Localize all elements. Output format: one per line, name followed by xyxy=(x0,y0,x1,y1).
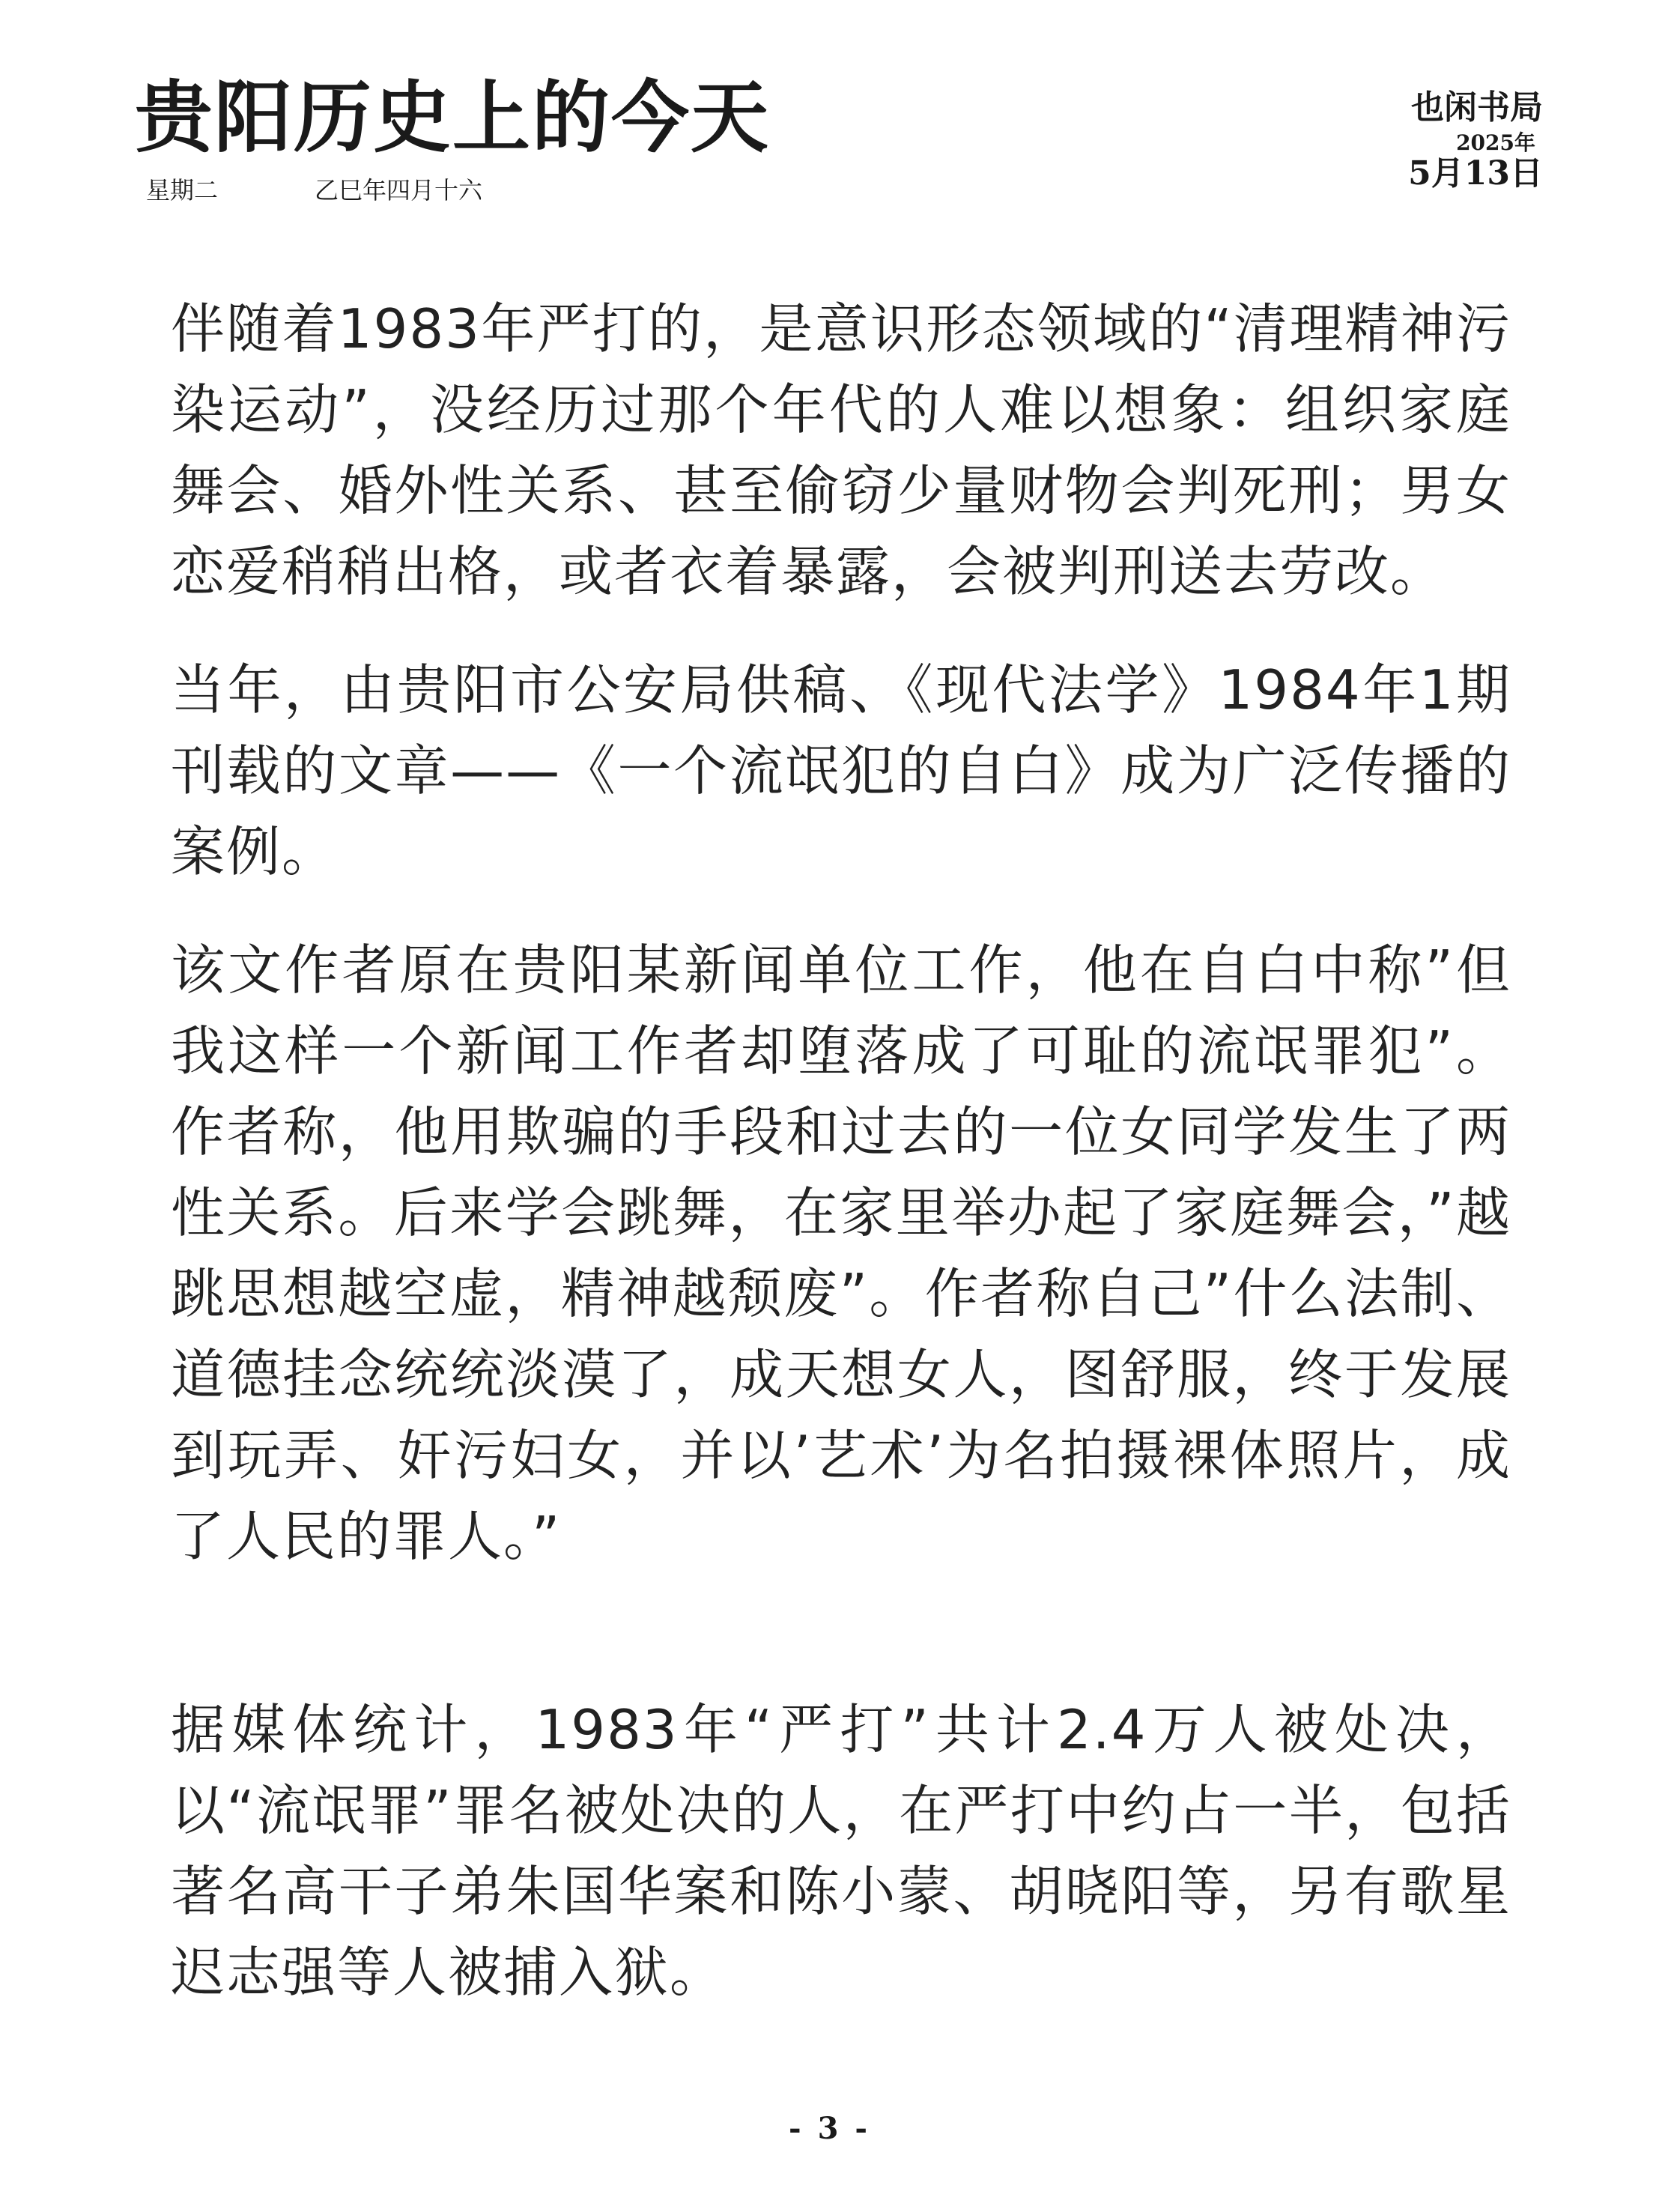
paragraph-4: 据媒体统计，1983年“严打”共计2.4万人被处决，以“流氓罪”罪名被处决的人，在严打中约占一半，包括著名高干子弟朱国华案和陈小蒙、胡晓阳等，另有歌星迟志强等人被捕入狱。 xyxy=(171,1698,1511,2004)
article-body xyxy=(171,288,1511,2050)
publisher-block xyxy=(1408,90,1543,192)
paragraph-1: 伴随着1983年严打的，是意识形态领域的“清理精神污染运动”，没经历过那个年代的人难以想象：组织家庭舞会、婚外性关系、甚至偷窃少量财物会判死刑；男女恋爱稍稍出格，或者衣着暴露，会被判刑送去劳改。 xyxy=(171,297,1511,603)
page-number: - 3 - xyxy=(789,2111,870,2146)
publisher-name: 也闲书局 xyxy=(1411,88,1543,127)
date-year: 2025年 xyxy=(1456,130,1535,156)
weekday-label: 星期二 xyxy=(146,176,219,204)
date-month-day: 5月13日 xyxy=(1408,154,1543,193)
page-title: 贵阳历史上的今天 xyxy=(135,71,771,163)
paragraph-2: 当年，由贵阳市公安局供稿、《现代法学》1984年1期刊载的文章——《一个流氓犯的自白》成为广泛传播的案例。 xyxy=(171,658,1511,883)
paragraph-3: 该文作者原在贵阳某新闻单位工作，他在自白中称”但我这样一个新闻工作者却堕落成了可耻的流氓罪犯”。作者称，他用欺骗的手段和过去的一位女同学发生了两性关系。后来学会跳舞，在家里举办起了家庭舞会，”越跳思想越空虚，精神越颓废”。作者称自己”什么法制、道德挂念统统淡漠了，成天想女人，图舒服，终于发展到玩弄、奸污妇女，并以’艺术’为名拍摄裸体照片，成了人民的罪人。” xyxy=(171,939,1511,1568)
lunar-date-label: 乙巳年四月十六 xyxy=(315,176,483,204)
